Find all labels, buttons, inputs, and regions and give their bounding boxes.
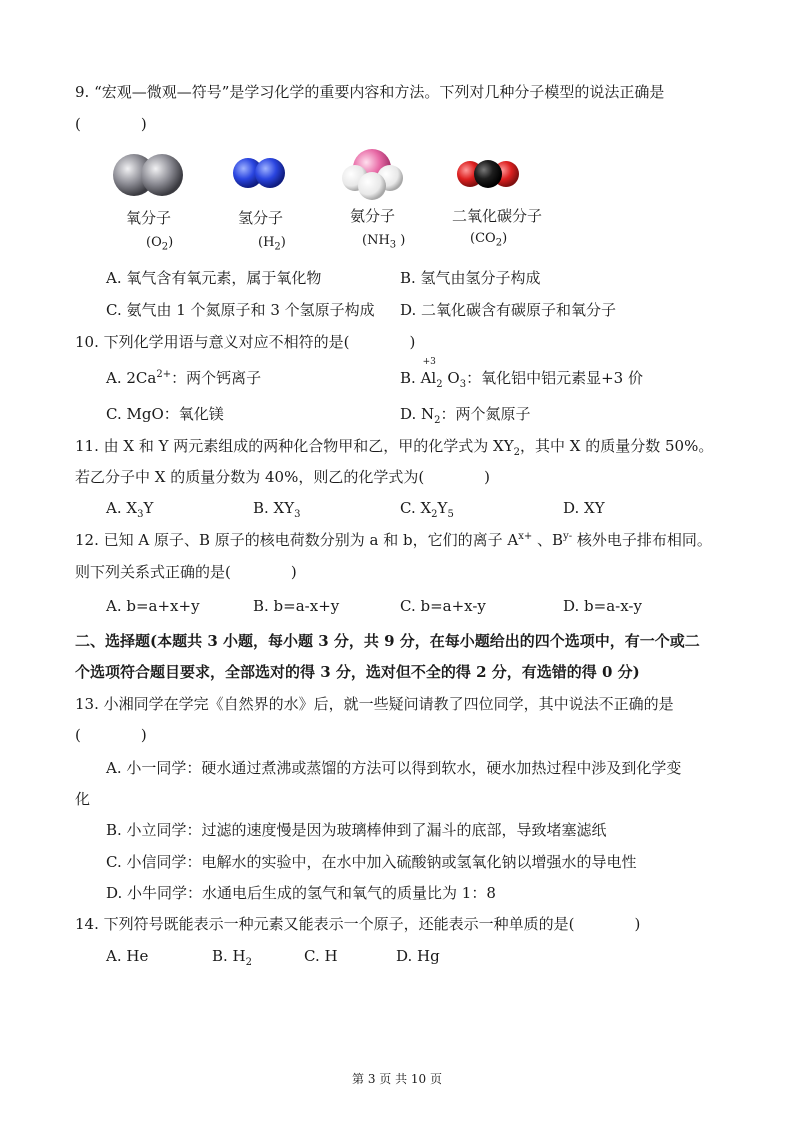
q9-option-c: C. 氨气由 1 个氮原子和 3 个氢原子构成: [106, 301, 375, 319]
q9-option-b: B. 氢气由氢分子构成: [400, 269, 541, 287]
q13-option-b: B. 小立同学：过滤的速度慢是因为玻璃棒伸到了漏斗的底部，导致堵塞滤纸: [106, 821, 607, 839]
formula-oxygen: $(O_2)$: [146, 235, 174, 253]
q13-option-c: C. 小信同学：电解水的实验中，在水中加入硫酸钠或氢氧化钠以增强水的导电性: [106, 853, 637, 871]
formula-hydrogen: $(H_2)$: [258, 235, 286, 253]
oxygen-atom-2: [141, 154, 183, 196]
q13-option-a-line1: A. 小一同学：硬水通过煮沸或蒸馏的方法可以得到软水，硬水加热过程中涉及到化学变: [106, 759, 682, 777]
carbon-atom: [474, 160, 502, 188]
oxygen-molecule-model: [108, 150, 192, 200]
molecule-name-hydrogen: 氢分子: [238, 209, 284, 227]
q11-option-b: B. $XY_3$: [253, 499, 301, 520]
q12-line2: 则下列关系式正确的是( ): [75, 563, 297, 581]
molecule-name-carbon-dioxide: 二氧化碳分子: [452, 207, 543, 225]
q14-option-c: C. H: [304, 947, 338, 965]
q14-option-a: A. He: [106, 947, 149, 965]
q10-option-a: A. $2Ca^{2+}$：两个钙离子: [106, 369, 262, 387]
q13-option-d: D. 小牛同学：水通电后生成的氢气和氧气的质量比为 1：8: [106, 884, 496, 902]
q12-option-c: C. b=a+x-y: [400, 597, 486, 615]
q10-option-d: D. $N_2$：两个氮原子: [400, 405, 531, 426]
q11-option-a: A. $X_3Y$: [106, 499, 154, 520]
valence-mark: +3: [422, 357, 436, 367]
carbon-dioxide-molecule-model: [454, 156, 524, 196]
formula-carbon-dioxide: $(CO_2)$: [470, 231, 508, 249]
q14-option-b: B. $H_2$: [212, 947, 253, 968]
q13-stem: 13. 小湘同学在学完《自然界的水》后，就一些疑问请教了四位同学，其中说法不正确的是: [75, 695, 674, 713]
q9-answer-paren: ( ): [75, 115, 147, 133]
molecule-name-oxygen: 氧分子: [126, 209, 172, 227]
section2-heading-line1: 二、选择题(本题共 3 小题，每小题 3 分，共 9 分，在每小题给出的四个选项中，有一个或二: [75, 632, 700, 650]
q14-stem: 14. 下列符号既能表示一种元素又能表示一个原子，还能表示一种单质的是( ): [75, 915, 641, 933]
ammonia-molecule-model: [336, 146, 410, 204]
q12-line1: 12. 已知 A 原子、B 原子的核电荷数分别为 a 和 b，它们的离子 $A^{x+}$ 、$B^{y-}$ 核外电子排布相同。: [75, 531, 712, 549]
q9-option-a: A. 氧气含有氧元素，属于氧化物: [106, 269, 322, 287]
molecule-name-ammonia: 氨分子: [350, 207, 396, 225]
q9-option-d: D. 二氧化碳含有碳原子和氧分子: [400, 301, 617, 319]
hydrogen-molecule-model: [228, 153, 292, 195]
hydrogen-atom-c: [358, 172, 386, 200]
q10-option-b: B. +3 $Al_2$ $O_3$：氧化铝中铝元素显+3 价: [400, 357, 643, 390]
q10-option-c: C. MgO：氧化镁: [106, 405, 224, 423]
hydrogen-atom-2: [255, 158, 285, 188]
formula-ammonia: ($NH_3$ ): [362, 233, 406, 251]
q11-line2: 若乙分子中 X 的质量分数为 40%，则乙的化学式为( ): [75, 468, 491, 486]
section2-heading-line2: 个选项符合题目要求，全部选对的得 3 分，选对但不全的得 2 分，有选错的得 0 分): [75, 663, 640, 681]
q10-stem: 10. 下列化学用语与意义对应不相符的是( ): [75, 333, 416, 351]
q14-option-d: D. Hg: [396, 947, 440, 965]
q12-option-b: B. b=a-x+y: [253, 597, 340, 615]
page-number-footer: 第 3 页 共 10 页: [352, 1072, 442, 1086]
q11-line1: 11. 由 X 和 Y 两元素组成的两种化合物甲和乙，甲的化学式为 $XY_2$，其中 X 的质量分数 50%。: [75, 437, 714, 458]
q9-stem: 9. “宏观—微观—符号”是学习化学的重要内容和方法。下列对几种分子模型的说法正确是: [75, 83, 665, 101]
q13-answer-paren: ( ): [75, 726, 147, 744]
q13-option-a-line2: 化: [75, 790, 91, 808]
q11-option-d: D. XY: [563, 499, 605, 517]
q12-option-d: D. b=a-x-y: [563, 597, 642, 615]
q11-option-c: C. $X_2Y_5$: [400, 499, 454, 520]
q12-option-a: A. b=a+x+y: [106, 597, 200, 615]
